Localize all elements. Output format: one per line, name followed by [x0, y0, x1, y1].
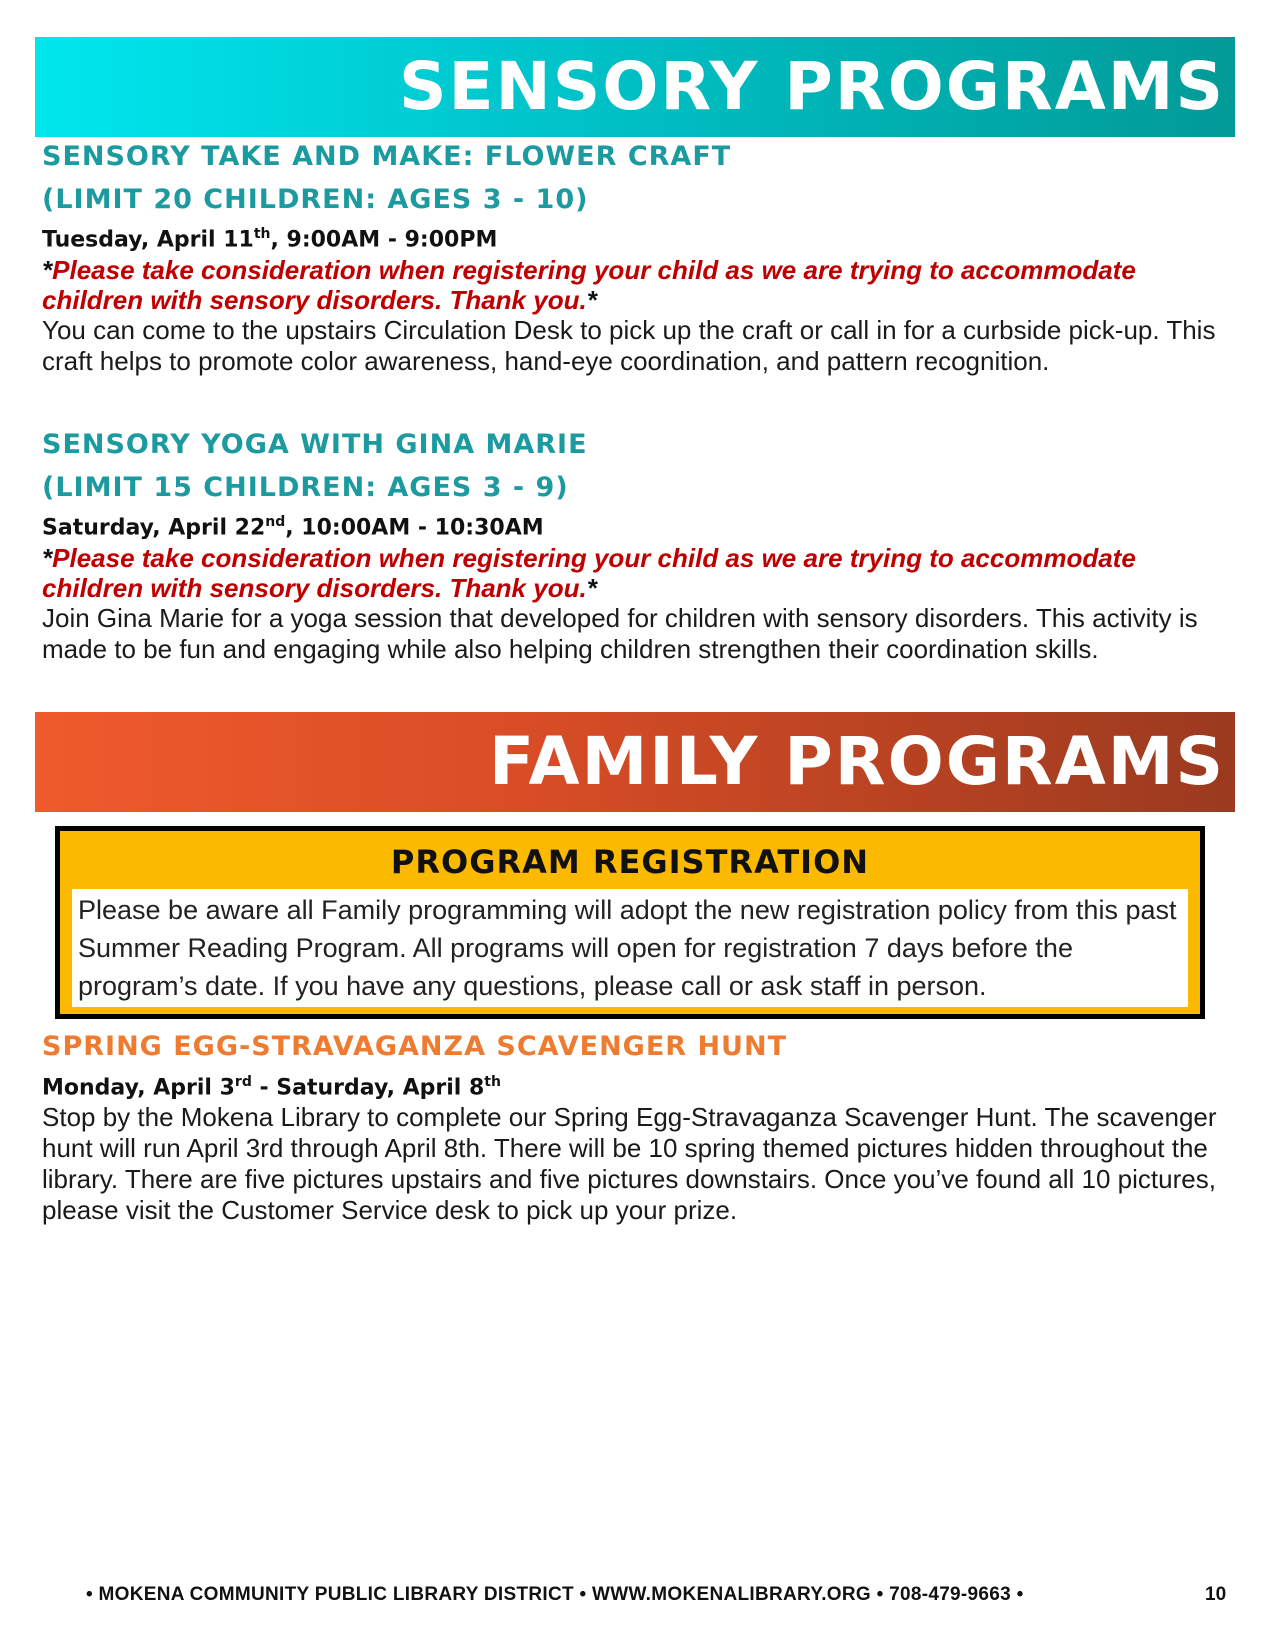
sensory-programs-banner — [35, 37, 1235, 137]
date-day: Saturday, April 22 — [42, 515, 266, 541]
program-date — [42, 514, 1232, 540]
date-end: - Saturday, April 8 — [251, 1075, 485, 1101]
date-day: Tuesday, April 11 — [42, 227, 254, 253]
date-start-suffix: rd — [234, 1073, 252, 1090]
program-title: SPRING EGG-STRAVAGANZA SCAVENGER HUNT — [42, 1031, 787, 1062]
note-text: Please take consideration when registering your child as we are trying to accommodate children with sensory disorders. Thank you. — [42, 542, 1136, 603]
program-title: SENSORY TAKE AND MAKE: FLOWER CRAFT — [42, 141, 732, 172]
family-programs-banner — [35, 712, 1235, 812]
sensory-yoga-program — [42, 430, 1232, 665]
family-programs-heading: FAMILY PROGRAMS — [489, 723, 1225, 800]
date-end-suffix: th — [484, 1073, 501, 1090]
program-limit: (LIMIT 15 CHILDREN: AGES 3 - 9) — [42, 471, 569, 503]
date-time: , 9:00AM - 9:00PM — [270, 227, 498, 253]
date-time: , 10:00AM - 10:30AM — [285, 515, 544, 541]
egg-hunt-program — [42, 1032, 1232, 1226]
footer-text: • MOKENA COMMUNITY PUBLIC LIBRARY DISTRICT • WWW.MOKENALIBRARY.ORG • 708-479-9663 • — [86, 1584, 1024, 1605]
date-start: Monday, April 3 — [42, 1075, 235, 1101]
program-limit: (LIMIT 20 CHILDREN: AGES 3 - 10) — [42, 183, 589, 215]
program-date — [42, 1074, 1232, 1100]
program-date — [42, 226, 1232, 252]
registration-text: Please be aware all Family programming will adopt the new registration policy from this past Summer Reading Program. All programs will open for registration 7 days before the program’s date. If you have any questions, please call or ask staff in person. — [72, 889, 1188, 1007]
date-suffix: th — [253, 226, 271, 243]
registration-title: PROGRAM REGISTRATION — [390, 843, 870, 881]
flower-craft-program — [42, 142, 1232, 377]
sensory-note: *Please take consideration when registering your child as we are trying to accommodate children with sensory disorders. Thank you.* — [42, 542, 1136, 603]
program-description: Stop by the Mokena Library to complete our Spring Egg-Stravaganza Scavenger Hunt. The scavenger hunt will run April 3rd through April 8th. There will be 10 spring themed pictures hidden throughout the library. There are five pictures upstairs and five pictures downstairs. Once you’ve found all 10 pictures, please visit the Customer Service desk to pick up your prize. — [42, 1102, 1217, 1226]
program-description: You can come to the upstairs Circulation Desk to pick up the craft or call in for a curbside pick-up. This craft helps to promote color awareness, hand-eye coordination, and pattern recognition. — [42, 314, 1216, 376]
program-title: SENSORY YOGA WITH GINA MARIE — [42, 429, 588, 460]
note-text: Please take consideration when registering your child as we are trying to accommodate children with sensory disorders. Thank you. — [42, 254, 1136, 315]
program-registration-box — [55, 826, 1205, 1019]
page-number: 10 — [1205, 1584, 1227, 1605]
sensory-note: *Please take consideration when registering your child as we are trying to accommodate children with sensory disorders. Thank you.* — [42, 254, 1136, 315]
sensory-programs-heading: SENSORY PROGRAMS — [398, 48, 1225, 125]
date-suffix: nd — [265, 514, 286, 531]
program-description: Join Gina Marie for a yoga session that developed for children with sensory disorders. This activity is made to be fun and engaging while also helping children strengthen their coordination skills. — [42, 602, 1198, 664]
